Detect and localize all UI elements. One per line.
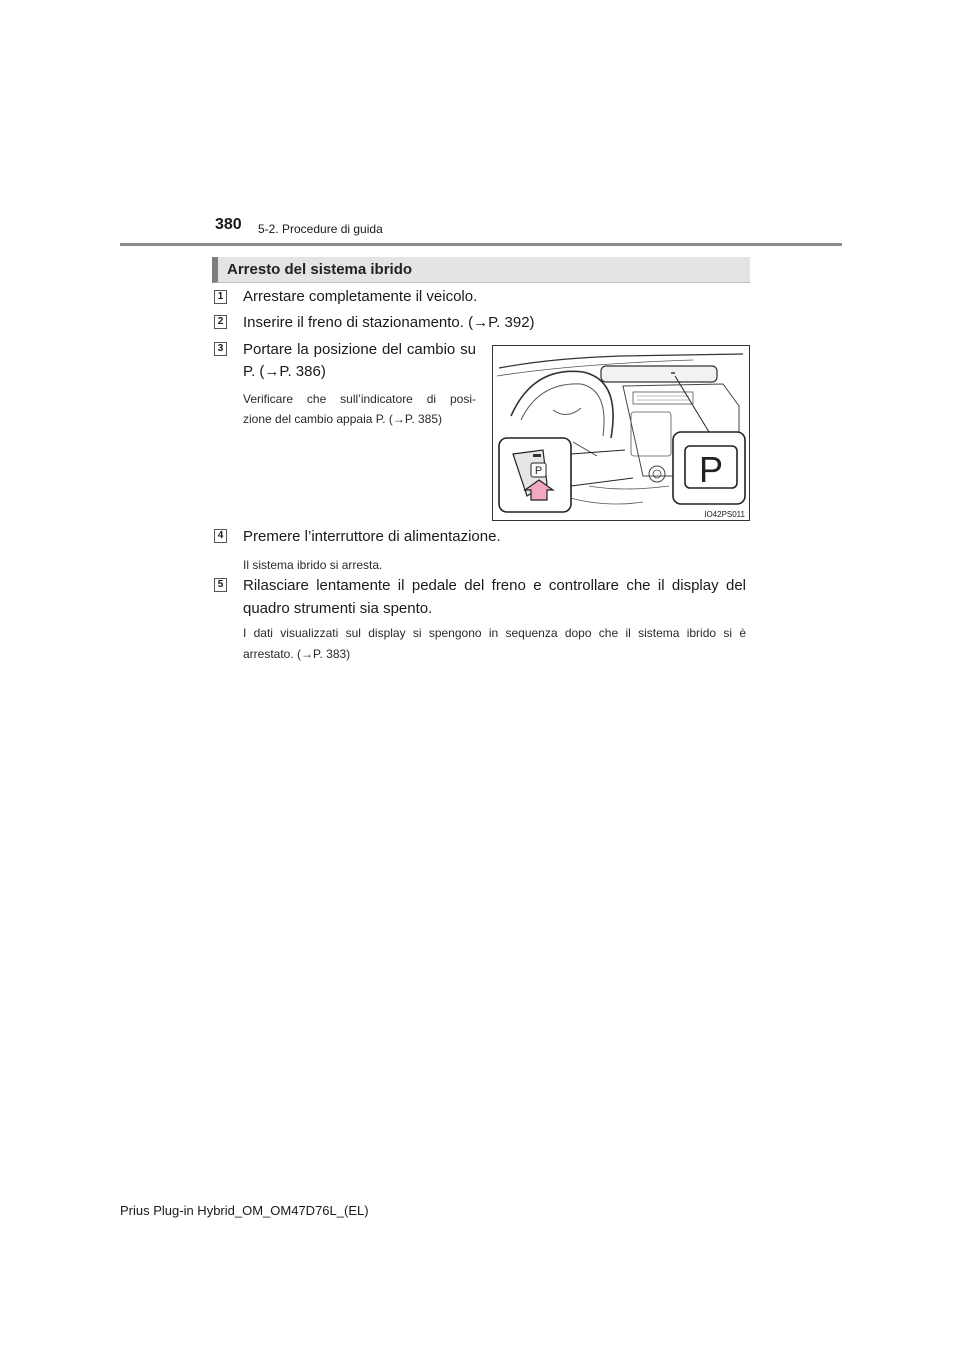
step-text-3-line-2: P. (→P. 386) (243, 363, 326, 380)
dashboard-illustration (492, 345, 750, 521)
header-divider (120, 243, 842, 246)
step-text-5-line-1: Rilasciare lentamente il pedale del freno e controllare che il display del (243, 577, 746, 594)
step-number-5: 5 (214, 578, 227, 592)
step-number-2: 2 (214, 315, 227, 329)
step-number-1: 1 (214, 290, 227, 304)
section-heading (212, 257, 750, 283)
section-reference: 5-2. Procedure di guida (258, 222, 383, 236)
step-text-1: Arrestare completamente il veicolo. (243, 288, 478, 305)
footer-document-id: Prius Plug-in Hybrid_OM_OM47D76L_(EL) (120, 1203, 369, 1218)
step-text-5-line-2: quadro strumenti sia spento. (243, 600, 433, 617)
step-note-5-line-2: arrestato. (→P. 383) (243, 647, 351, 661)
step-number-3: 3 (214, 342, 227, 356)
step-note-3-line-1: Verificare che sull’indicatore di posi- (243, 392, 476, 406)
step-number-4: 4 (214, 529, 227, 543)
step-note-4: Il sistema ibrido si arresta. (243, 558, 383, 572)
shift-button-label: P (534, 465, 543, 477)
step-note-3-line-2: zione del cambio appaia P. (→P. 385) (243, 412, 443, 426)
section-heading-text: Arresto del sistema ibrido (227, 261, 413, 278)
illustration-code: IO42PS011 (704, 510, 745, 519)
dashboard-drawing (493, 346, 749, 520)
step-note-5-line-1: I dati visualizzati sul display si spengono in sequenza dopo che il sistema ibrido si è (243, 626, 746, 640)
step-text-2: Inserire il freno di stazionamento. (→P. 392) (243, 314, 535, 331)
step-text-4: Premere l’interruttore di alimentazione. (243, 528, 501, 545)
step-text-3-line-1: Portare la posizione del cambio su (243, 341, 476, 358)
shift-indicator-label: P (698, 449, 724, 490)
page-number: 380 (215, 216, 242, 233)
